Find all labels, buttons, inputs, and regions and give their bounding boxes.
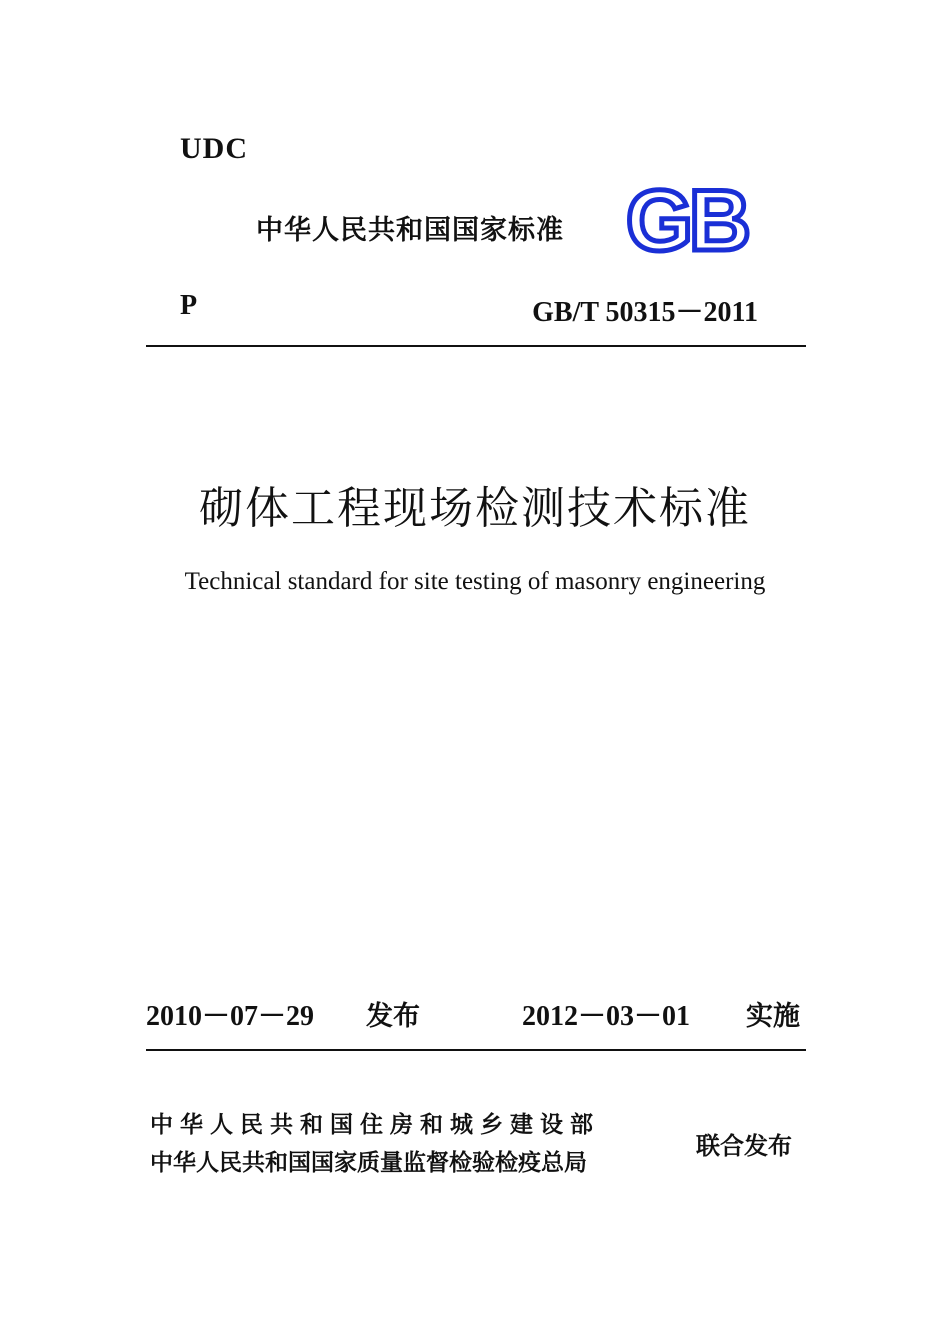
title-chinese: 砌体工程现场检测技术标准 [199, 483, 751, 534]
gb-logo [624, 180, 764, 256]
bottom-divider [146, 1049, 806, 1051]
top-divider [146, 345, 806, 347]
joint-issue-label: 联合发布 [696, 1132, 792, 1160]
udc-label: UDC [180, 132, 248, 165]
effective-date: 2012－03－01 [522, 1001, 691, 1032]
national-standard-label: 中华人民共和国国家标准 [256, 215, 564, 246]
gb-logo-text: GB [626, 180, 747, 256]
title-english: Technical standard for site testing of masonry engineering [184, 568, 766, 595]
issuer-moh: 中华人民共和国住房和城乡建设部 [150, 1112, 600, 1138]
issue-label: 发布 [366, 1001, 420, 1032]
effective-label: 实施 [746, 1001, 800, 1032]
issue-date: 2010－07－29 [146, 1001, 315, 1032]
issuer-aqsiq: 中华人民共和国国家质量监督检验检疫总局 [150, 1150, 587, 1176]
category-code: P [180, 290, 198, 321]
standard-number: GB/T 50315－2011 [532, 297, 758, 328]
